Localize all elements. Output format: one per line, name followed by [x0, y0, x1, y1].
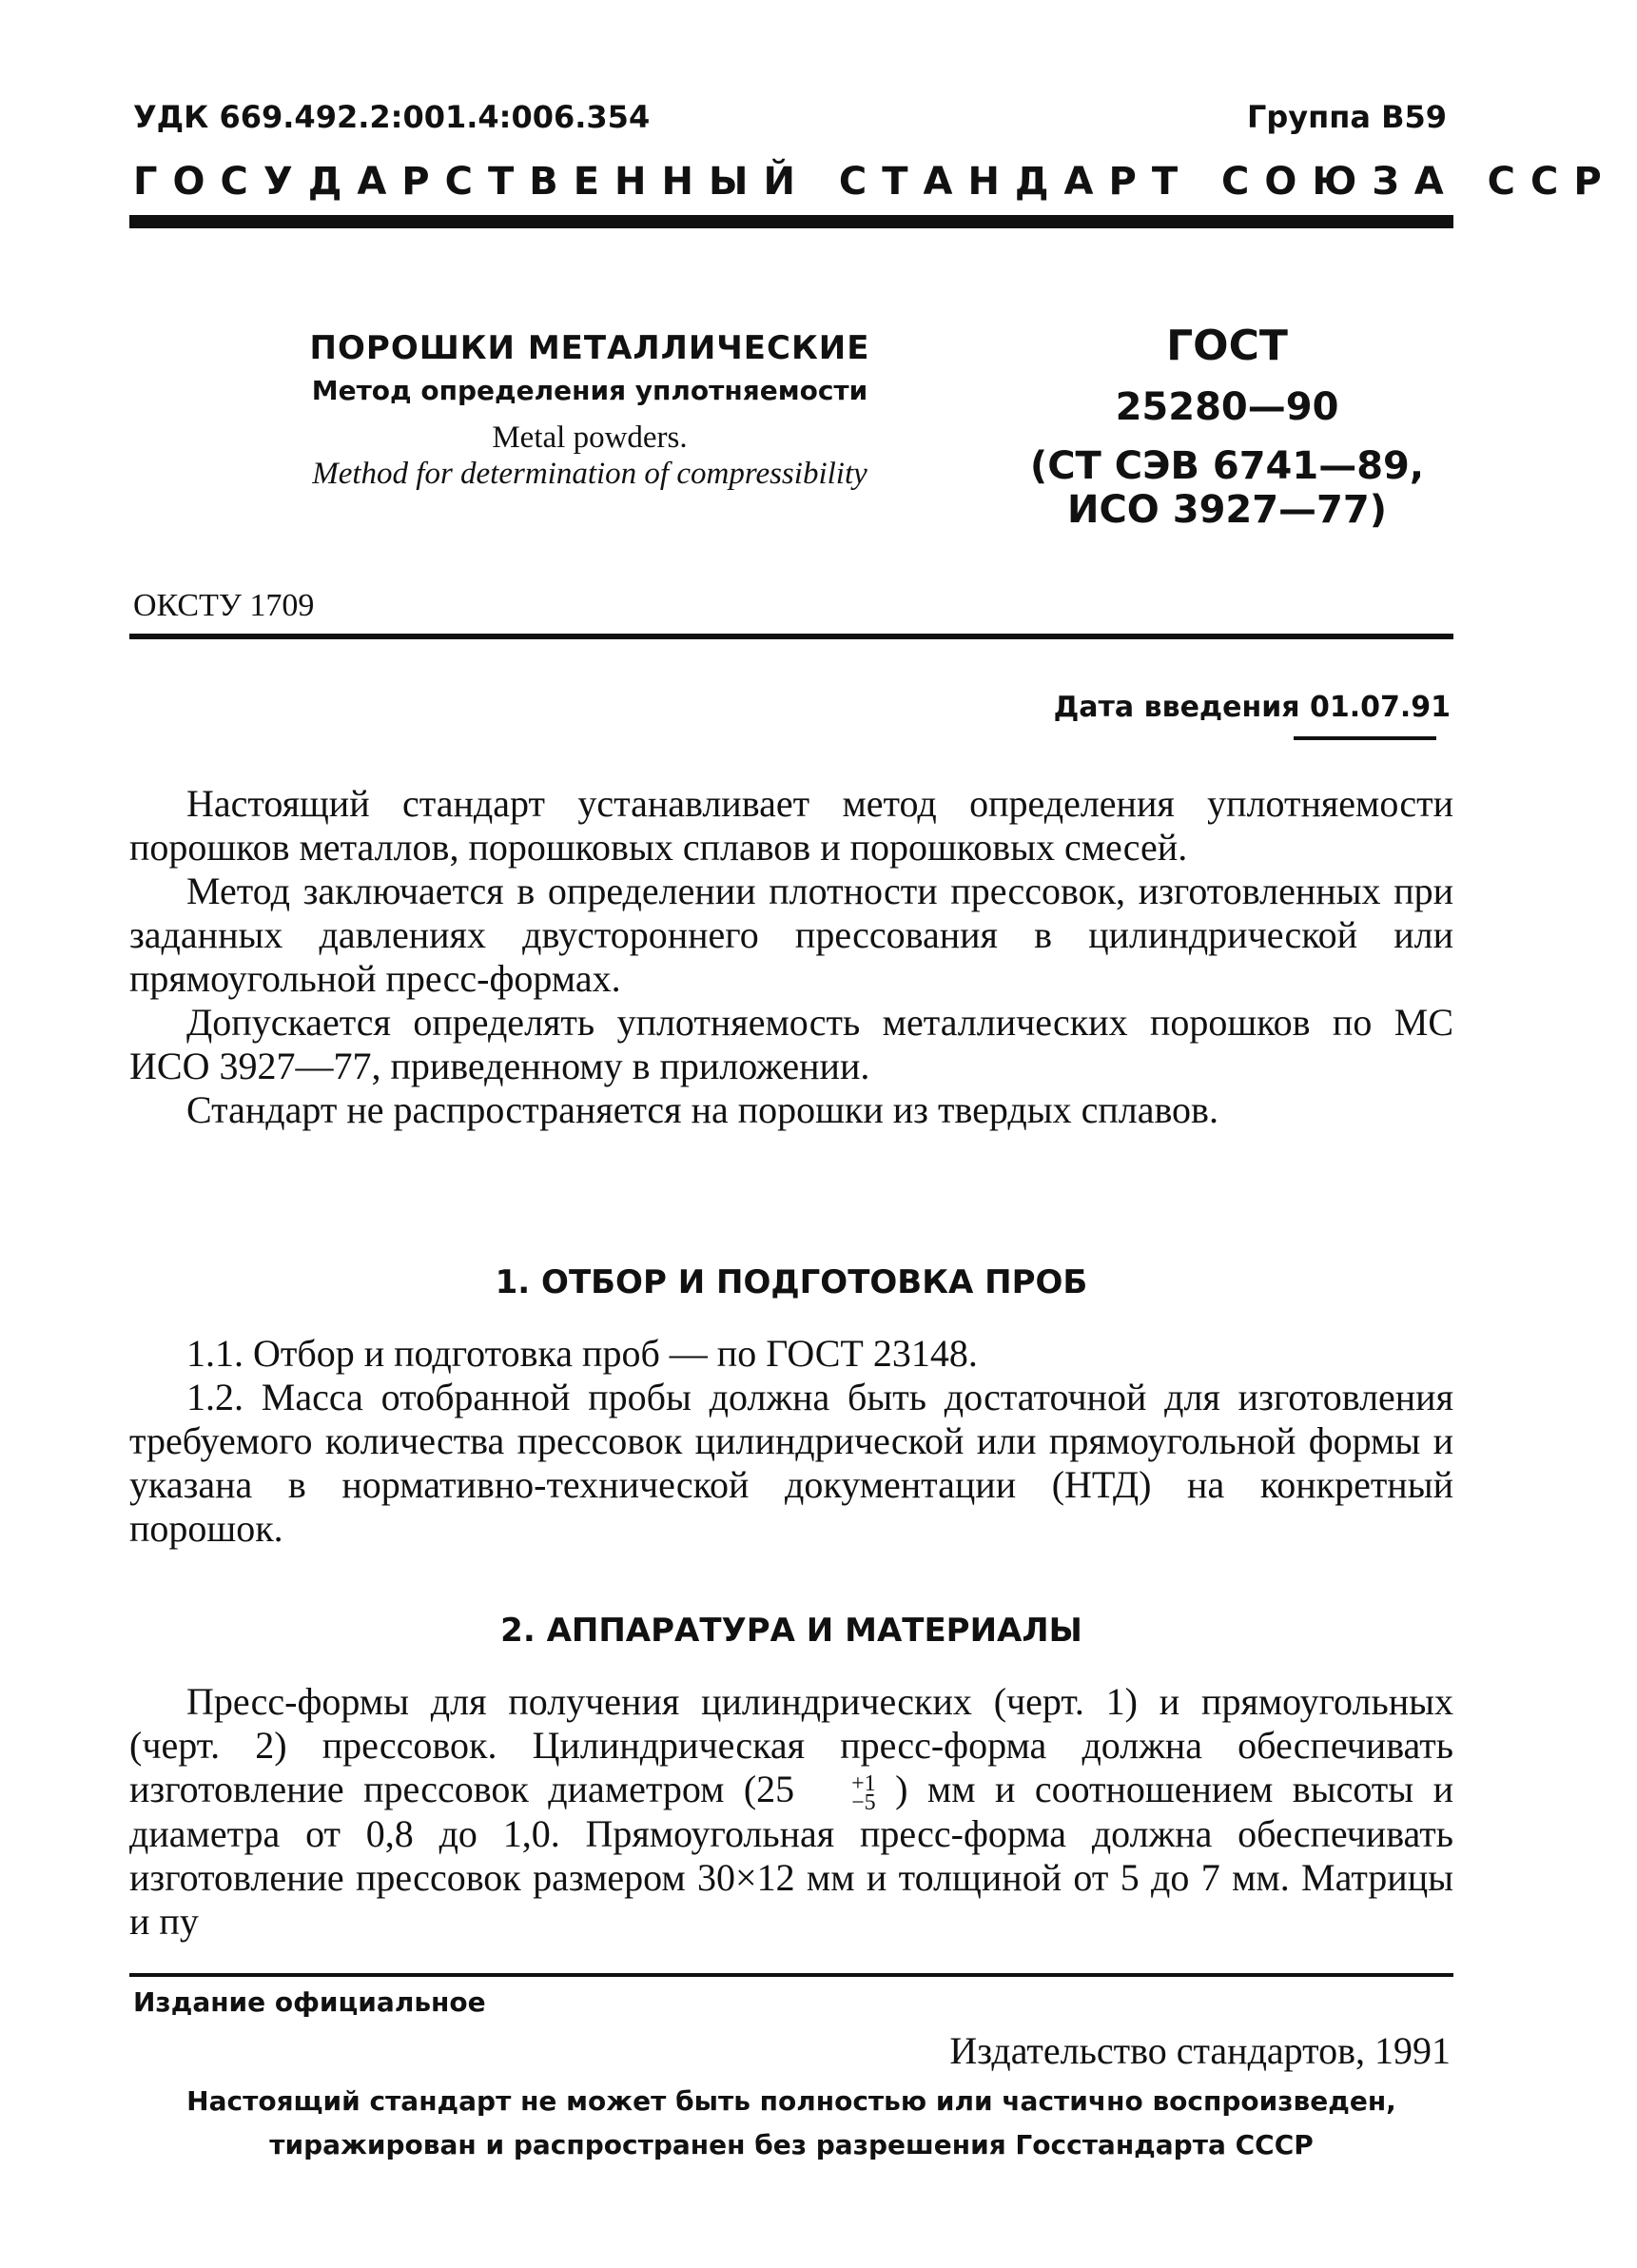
intro-paragraph: Допускается определять уплотняемость металлических порошков по МС ИСО 3927—77, приведенному в приложении. [129, 1001, 1453, 1087]
document-title: ПОРОШКИ МЕТАЛЛИЧЕСКИЕ [309, 329, 870, 367]
date-underline [1294, 736, 1436, 740]
english-title-line1: Metal powders. [492, 420, 688, 455]
oksty-code: ОКСТУ 1709 [133, 588, 315, 623]
section2-paragraph [129, 1680, 1453, 1944]
publisher: Издательство стандартов, 1991 [949, 2029, 1451, 2072]
diameter-tolerance [794, 1770, 876, 1815]
header-rule [129, 215, 1453, 228]
english-title-line2: Method for determination of compressibility [312, 457, 867, 491]
notice-line: тиражирован и распространен без разрешения Госстандарта СССР [269, 2129, 1314, 2160]
copyright-notice [129, 2080, 1453, 2167]
group-code: Группа В59 [1246, 99, 1447, 135]
udk-code: УДК 669.492.2:001.4:006.354 [133, 99, 651, 135]
section2-text-part1: Пресс-формы для получения цилиндрических (черт. 1) и прямоугольных (черт. 2) прессовок. Цилиндрическая пресс-форма должна обеспечивать изготовление прессовок диаметром (25 [129, 1680, 1453, 1810]
section1-paragraph: 1.2. Масса отобранной пробы должна быть достаточной для изготовления требуемого количества прессовок цилиндрической или прямоугольной формы и указана в нормативно-технической документации (НТД) на конкретный порошок. [129, 1376, 1453, 1550]
date-of-introduction: Дата введения 01.07.91 [1053, 691, 1451, 724]
section2-body [129, 1680, 1453, 1944]
section2-heading: 2. АППАРАТУРА И МАТЕРИАЛЫ [500, 1612, 1082, 1650]
gost-number: 25280—90 [1115, 385, 1339, 429]
gost-label: ГОСТ [1166, 322, 1288, 370]
intro-paragraph: Настоящий стандарт устанавливает метод определения уплотняемости порошков металлов, порошковых сплавов и порошковых смесей. [129, 782, 1453, 869]
section2-text-part2: ) мм и соотношением высоты и диаметра от 0,8 до 1,0. Прямоугольная пресс-форма должна обеспечивать изготовление прессовок размером 30×12 мм и толщиной от 5 до 7 мм. Матрицы и пу [129, 1768, 1454, 1943]
title-rule [129, 634, 1453, 639]
footer-rule [129, 1973, 1453, 1977]
intro-paragraph: Метод заключается в определении плотности прессовок, изготовленных при заданных давлениях двустороннего прессования в цилиндрической или прямоугольной пресс-формах. [129, 870, 1453, 1000]
st-sev-number: (СТ СЭВ 6741—89, [1029, 444, 1425, 488]
gost-block [1018, 322, 1436, 532]
intro-paragraph: Стандарт не распространяется на порошки из твердых сплавов. [186, 1088, 1218, 1131]
title-block [285, 329, 894, 492]
gov-standard-title: ГОСУДАРСТВЕННЫЙ СТАНДАРТ СОЮЗА ССР [133, 160, 1617, 204]
section1-heading: 1. ОТБОР И ПОДГОТОВКА ПРОБ [495, 1263, 1088, 1301]
document-subtitle: Метод определения уплотняемости [311, 375, 868, 406]
section1-body [129, 1332, 1453, 1551]
tolerance-upper: +1 [851, 1770, 876, 1796]
notice-line: Настоящий стандарт не может быть полностью или частично воспроизведен, [186, 2085, 1396, 2117]
tolerance-lower: −5 [851, 1789, 876, 1815]
introduction [129, 782, 1453, 1132]
section1-paragraph: 1.1. Отбор и подготовка проб — по ГОСТ 23148. [186, 1332, 978, 1375]
edition-note: Издание официальное [133, 1986, 486, 2018]
iso-number: ИСО 3927—77) [1066, 488, 1388, 532]
